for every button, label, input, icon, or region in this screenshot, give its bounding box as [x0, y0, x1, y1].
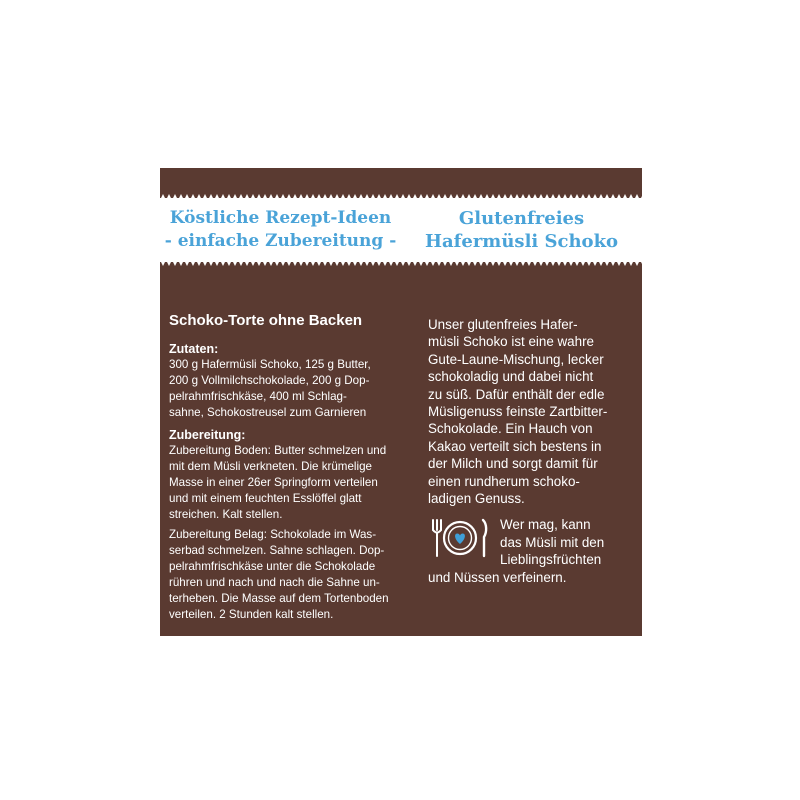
- ingredients-line: sahne, Schokostreusel zum Garnieren: [169, 406, 367, 419]
- description-line: ladigen Genuss.: [428, 491, 525, 507]
- preparation-heading: Zubereitung:: [169, 428, 246, 442]
- description-line: müsli Schoko ist eine wahre: [428, 334, 594, 350]
- description-line: der Milch und sorgt damit für: [428, 456, 598, 472]
- zigzag-edge: [160, 260, 642, 266]
- recipe-title: Schoko-Torte ohne Backen: [169, 312, 363, 329]
- ingredients-line: 300 g Hafermüsli Schoko, 125 g Butter,: [169, 358, 371, 371]
- serving-tip: [428, 516, 640, 585]
- ingredients-heading: Zutaten:: [169, 342, 219, 356]
- description-line: zu süß. Dafür enthält der edle: [428, 386, 605, 402]
- banner-right-title: [401, 207, 642, 253]
- description-line: einen rundherum schoko-: [428, 473, 580, 489]
- banner-left-line-1: Köstliche Rezept-Ideen: [169, 208, 392, 228]
- banner-right-line-2: Hafermüsli Schoko: [424, 231, 619, 252]
- preparation-topping-line: terheben. Die Masse auf dem Tortenboden: [169, 592, 389, 605]
- preparation-topping-line: Zubereitung Belag: Schokolade im Was-: [169, 528, 377, 541]
- tip-line: Wer mag, kann: [500, 517, 591, 533]
- description-line: Müsligenuss feinste Zartbitter-: [428, 404, 608, 420]
- header-banner: [160, 198, 642, 262]
- plate-heart-cutlery-icon: [428, 516, 492, 560]
- description-column: [428, 316, 640, 585]
- recipe-panel: [160, 168, 642, 636]
- banner-left-line-2: - einfache Zubereitung -: [164, 231, 397, 251]
- preparation-topping-line: serbad schmelzen. Sahne schlagen. Dop-: [169, 544, 385, 557]
- ingredients-line: pelrahmfrischkäse, 400 ml Schlag-: [169, 390, 347, 403]
- banner-zigzag-bottom: [160, 260, 642, 266]
- preparation-topping-line: verteilen. 2 Stunden kalt stellen.: [169, 608, 334, 621]
- tip-line: und Nüssen verfeinern.: [428, 569, 567, 585]
- description-line: Schokolade. Ein Hauch von: [428, 421, 593, 437]
- description-line: Unser glutenfreies Hafer-: [428, 317, 578, 332]
- preparation-base-line: Masse in einer 26er Springform verteilen: [169, 476, 378, 489]
- description-line: schokoladig und dabei nicht: [428, 369, 594, 385]
- banner-right-line-1: Glutenfreies: [458, 208, 585, 229]
- ingredients-line: 200 g Vollmilchschokolade, 200 g Dop-: [169, 374, 370, 387]
- description-line: Gute-Laune-Mischung, lecker: [428, 351, 604, 367]
- description-line: Kakao verteilt sich bestens in: [428, 438, 602, 454]
- preparation-topping-line: rühren und nach und nach die Sahne un-: [169, 576, 380, 589]
- tip-line: das Müsli mit den: [500, 534, 605, 550]
- preparation-base-line: mit dem Müsli verkneten. Die krümelige: [169, 460, 372, 473]
- banner-left-title: [160, 207, 401, 253]
- preparation-topping-line: pelrahmfrischkäse unter die Schokolade: [169, 560, 376, 573]
- preparation-base-line: und mit einem feuchten Esslöffel glatt: [169, 492, 362, 505]
- preparation-base-line: streichen. Kalt stellen.: [169, 508, 283, 521]
- recipe-column: [169, 311, 397, 623]
- tip-line: Lieblingsfrüchten: [500, 552, 602, 568]
- preparation-base-line: Zubereitung Boden: Butter schmelzen und: [169, 444, 387, 457]
